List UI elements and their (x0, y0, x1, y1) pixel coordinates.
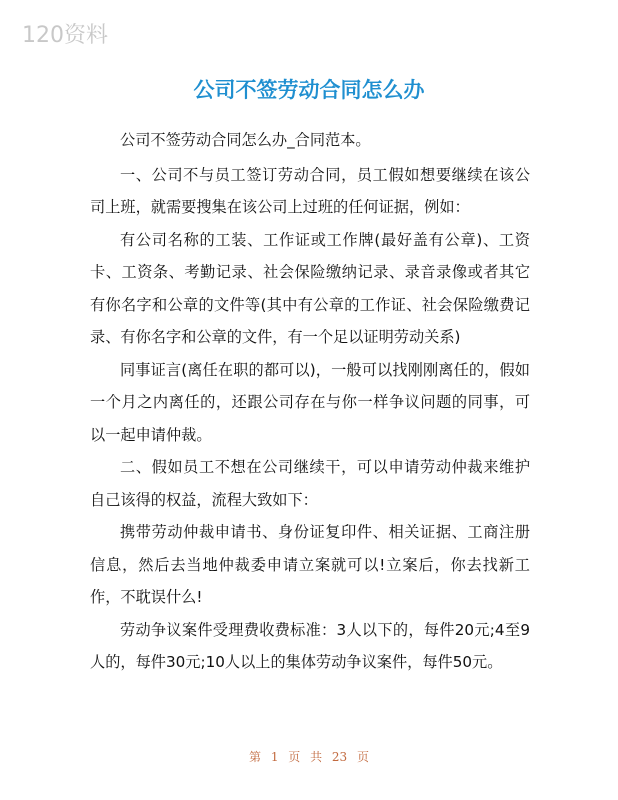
page-title: 公司不签劳动合同怎么办 (193, 78, 425, 102)
paragraph-intro: 公司不签劳动合同怎么办_合同范本。 (120, 131, 371, 149)
watermark-logo: 120资料 (22, 23, 108, 48)
paragraph-fee-standard: 劳动争议案件受理费收费标准：3人以下的，每件20元;4至9人的，每件30元;10人以上的集体劳动争议案件，每件50元。 (90, 620, 530, 671)
paragraph-arbitration-steps: 携带劳动仲裁申请书、身份证复印件、相关证据、工商注册信息，然后去当地仲裁委申请立案就可以!立案后，你去找新工作，不耽误什么! (90, 523, 530, 606)
page-number-footer: 第 1 页 共 23 页 (249, 750, 369, 764)
paragraph-section-one: 一、公司不与员工签订劳动合同，员工假如想要继续在该公司上班，就需要搜集在该公司上过班的任何证据，例如： (90, 165, 530, 216)
paragraph-section-two: 二、假如员工不想在公司继续干，可以申请劳动仲裁来维护自己该得的权益，流程大致如下： (90, 458, 530, 509)
paragraph-evidence-list: 有公司名称的工装、工作证或工作牌(最好盖有公章)、工资卡、工资条、考勤记录、社会保险缴纳记录、录音录像或者其它有你名字和公章的文件等(其中有公章的工作证、社会保险缴费记录、有你名字和公章的文件，有一个足以证明劳动关系) (90, 230, 530, 346)
document-body (90, 124, 530, 679)
paragraph-colleague-testimony: 同事证言(离任在职的都可以)，一般可以找刚刚离任的，假如一个月之内离任的，还跟公司存在与你一样争议问题的同事，可以一起申请仲裁。 (90, 360, 530, 444)
